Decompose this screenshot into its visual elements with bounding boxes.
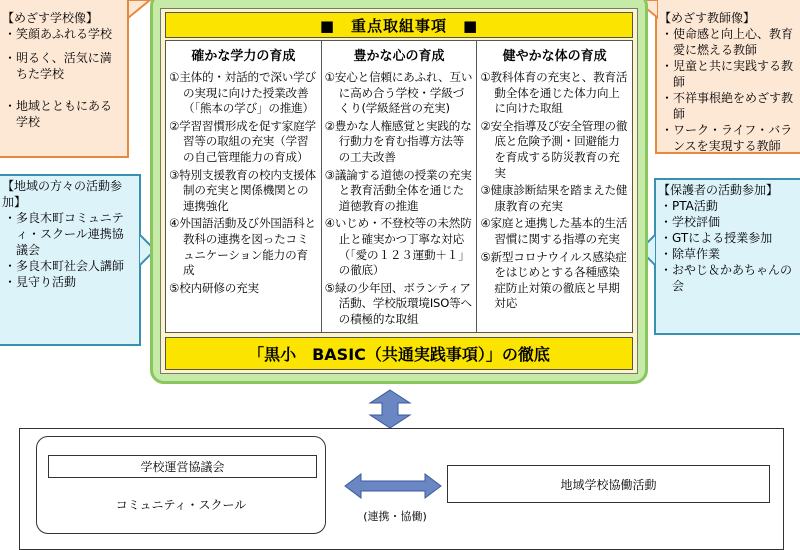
pillar-heart xyxy=(322,41,478,332)
pillar-item: ④いじめ・不登校等の未然防止と確実かつ丁寧な対応（「愛の１２３運動＋１」の徹底） xyxy=(324,216,472,278)
pillar-title: 確かな学力の育成 xyxy=(191,49,296,64)
teacher-vision-item: ・ 使命感と向上心、教育愛に燃える教師 xyxy=(663,26,796,58)
parent-activity-item: ・ GTによる授業参加 xyxy=(662,230,796,246)
pillar-item: ①教科体育の充実と、教育活動全体を通じた体力向上に向けた取組 xyxy=(480,70,628,116)
community-activity-title: 【地域の方々の活動参加】 xyxy=(2,179,123,209)
pillar-item: ⑤緑の少年団、ボランティア活動、学校版環境ISO等への積極的な取組 xyxy=(324,280,472,326)
double-arrow-horizontal-icon xyxy=(343,472,443,500)
parent-activity-title: 【保護者の活動参加】 xyxy=(658,183,779,197)
parent-activity-item: ・ 除草作業 xyxy=(662,246,796,262)
school-vision-title: 【めざす学校像】 xyxy=(2,11,99,25)
community-activity-item: ・ 見守り活動 xyxy=(6,274,135,290)
double-arrow-vertical-icon xyxy=(366,389,414,429)
community-school-box xyxy=(36,436,326,534)
callout-arrow-icon xyxy=(128,0,152,20)
pillar-item: ⑤校内研修の充実 xyxy=(169,280,259,295)
pillar-title: 健やかな体の育成 xyxy=(502,49,607,64)
pillars-table xyxy=(165,40,633,333)
teacher-vision-list xyxy=(663,26,796,154)
pillar-item: ①安心と信頼にあふれ、互いに高め合う学校・学級づくり(学級経営の充実) xyxy=(324,70,473,116)
pillar-title: 豊かな心の育成 xyxy=(353,49,445,64)
link-label: (連携・協働) xyxy=(363,510,427,523)
parent-activity-box xyxy=(654,178,800,335)
school-vision-item: ・ 笑顔あふれる学校 xyxy=(6,26,123,42)
pillar-body xyxy=(477,41,632,332)
school-vision-list xyxy=(6,26,123,130)
pillar-item-list xyxy=(325,70,474,328)
pillar-item: ②学習習慣形成を促す家庭学習等の取組の充実（学習の自己管理能力の育成） xyxy=(169,118,316,164)
school-vision-item: ・ 地域とともにある学校 xyxy=(6,98,123,130)
basic-practice-bar: 「黒小 BASIC（共通実践事項）」の徹底 xyxy=(165,337,633,370)
community-activity-item: ・ 多良木町コミュニティ・スクール連携協議会 xyxy=(6,210,135,258)
parent-activity-list xyxy=(662,198,796,294)
pillar-item: ③健康診断結果を踏まえた健康教育の充実 xyxy=(480,183,628,213)
pillar-item: ④家庭と連携した基本的生活習慣に関する指導の充実 xyxy=(480,216,628,246)
community-school-label: コミュニティ・スクール xyxy=(115,498,247,512)
community-activity-item: ・ 多良木町社会人講師 xyxy=(6,258,135,274)
teacher-vision-title: 【めざす教師像】 xyxy=(659,11,756,25)
pillar-item: ⑤新型コロナウイルス感染症をはじめとする各種感染症防止対策の徹底と早期対応 xyxy=(480,249,627,311)
priority-header: ■ 重点取組事項 ■ xyxy=(165,12,633,38)
teacher-vision-item: ・ 不祥事根絶をめざす教師 xyxy=(663,90,796,122)
teacher-vision-item: ・ ワーク・ライフ・バランスを実現する教師 xyxy=(663,122,796,154)
pillar-item: ②安全指導及び安全管理の徹底と危険予測・回避能力を育成する防災教育の充実 xyxy=(480,118,628,180)
parent-activity-item: ・ おやじ＆かあちゃんの会 xyxy=(662,262,796,294)
school-council-box: 学校運営協議会 xyxy=(48,455,317,478)
parent-activity-item: ・ 学校評価 xyxy=(662,214,796,230)
pillar-item: ②豊かな人権感覚と実践的な行動力を育む指導方法等の工夫改善 xyxy=(324,118,472,164)
teacher-vision-item: ・ 児童と共に実践する教師 xyxy=(663,58,796,90)
school-vision-box xyxy=(0,0,129,158)
pillar-item: ①主体的・対話的で深い学びの実現に向けた授業改善（「熊本の学び」の推進） xyxy=(169,70,316,116)
parent-activity-item: ・ PTA活動 xyxy=(662,198,796,214)
community-activity-list xyxy=(6,210,135,290)
teacher-vision-box xyxy=(655,0,800,154)
pillar-academic xyxy=(166,41,322,332)
community-activity-box xyxy=(0,174,141,346)
regional-collab-box: 地域学校協働活動 xyxy=(447,465,770,503)
pillar-item: ③議論する道徳の授業の充実と教育活動全体を通じた道徳教育の推進 xyxy=(324,167,472,213)
pillar-item-list xyxy=(169,70,318,296)
pillar-item-list xyxy=(480,70,629,312)
pillar-item: ③特別支援教育の校内支援体制の充実と関係機関との連携強化 xyxy=(169,167,316,213)
pillar-item: ④外国語活動及び外国語科と教科の連携を図ったコミュニケーション能力の育成 xyxy=(169,216,316,278)
school-vision-item: ・ 明るく、活気に満ちた学校 xyxy=(6,50,123,82)
